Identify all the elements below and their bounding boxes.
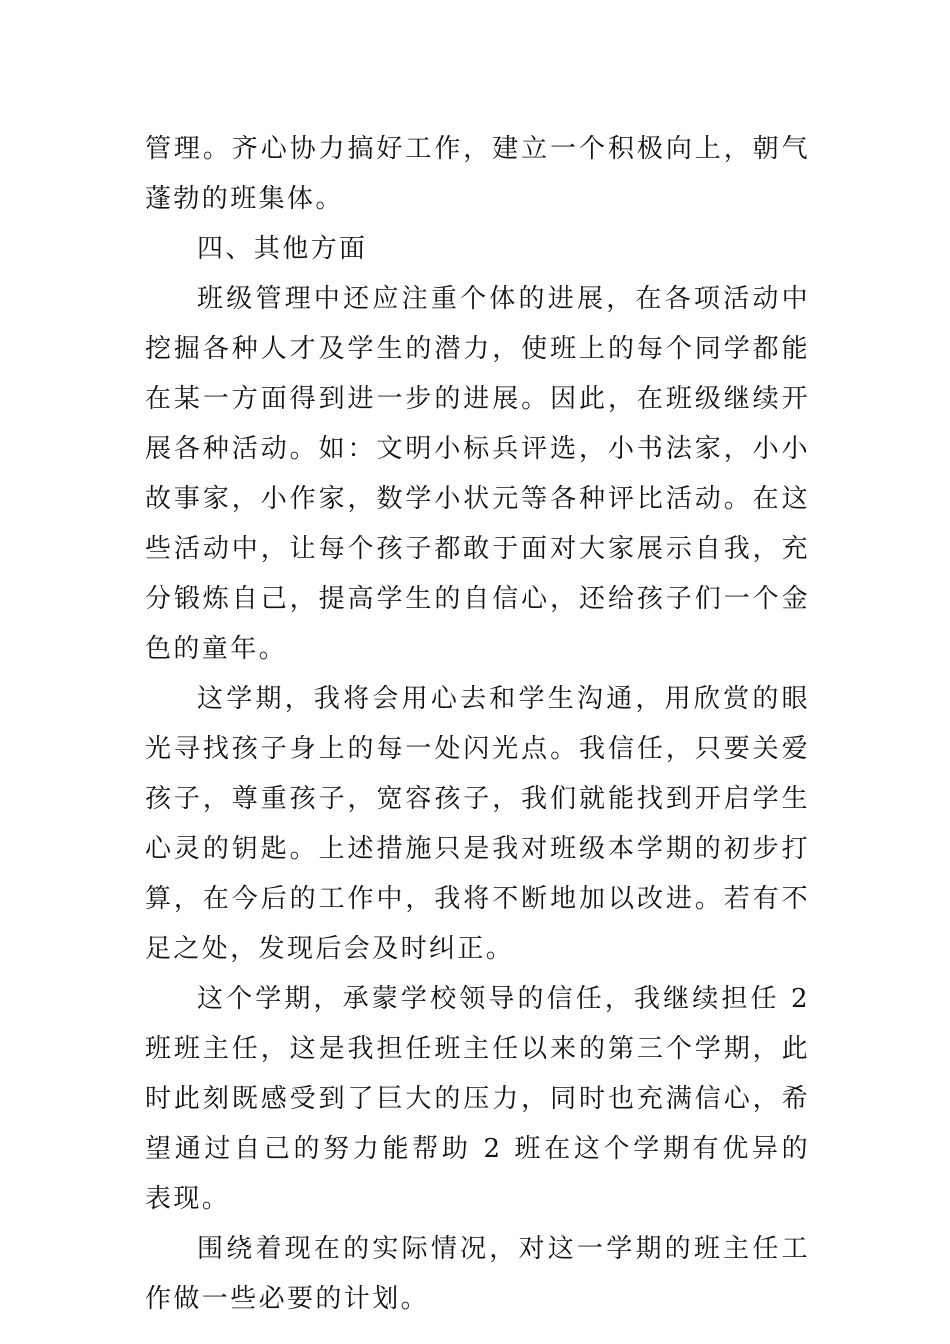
paragraph-continuation: 管理。齐心协力搞好工作，建立一个积极向上，朝气蓬勃的班集体。 <box>145 134 810 214</box>
section-heading-other-aspects: 四、其他方面 <box>197 234 368 264</box>
paragraph-this-semester: 这学期，我将会用心去和学生沟通，用欣赏的眼光寻找孩子身上的每一处闪光点。我信任，只要关爱孩子，尊重孩子，宽容孩子，我们就能找到开启学生心灵的钥匙。上述措施只是我对班级本学期的初步打算，在今后的工作中，我将不断地加以改进。若有不足之处，发现后会及时纠正。 <box>145 684 810 964</box>
paragraph-plan-intro: 围绕着现在的实际情况，对这一学期的班主任工作做一些必要的计划。 <box>145 1234 810 1314</box>
document-body <box>145 124 810 1324</box>
paragraph-homeroom-teacher: 这个学期，承蒙学校领导的信任，我继续担任 2 班班主任，这是我担任班主任以来的第三个学期，此时此刻既感受到了巨大的压力，同时也充满信心，希望通过自己的努力能帮助 2 班在这个学期有优异的表现。 <box>145 984 810 1214</box>
paragraph-class-management: 班级管理中还应注重个体的进展，在各项活动中挖掘各种人才及学生的潜力，使班上的每个同学都能在某一方面得到进一步的进展。因此，在班级继续开展各种活动。如：文明小标兵评选，小书法家，小小故事家，小作家，数学小状元等各种评比活动。在这些活动中，让每个孩子都敢于面对大家展示自我，充分锻炼自己，提高学生的自信心，还给孩子们一个金色的童年。 <box>145 284 810 664</box>
